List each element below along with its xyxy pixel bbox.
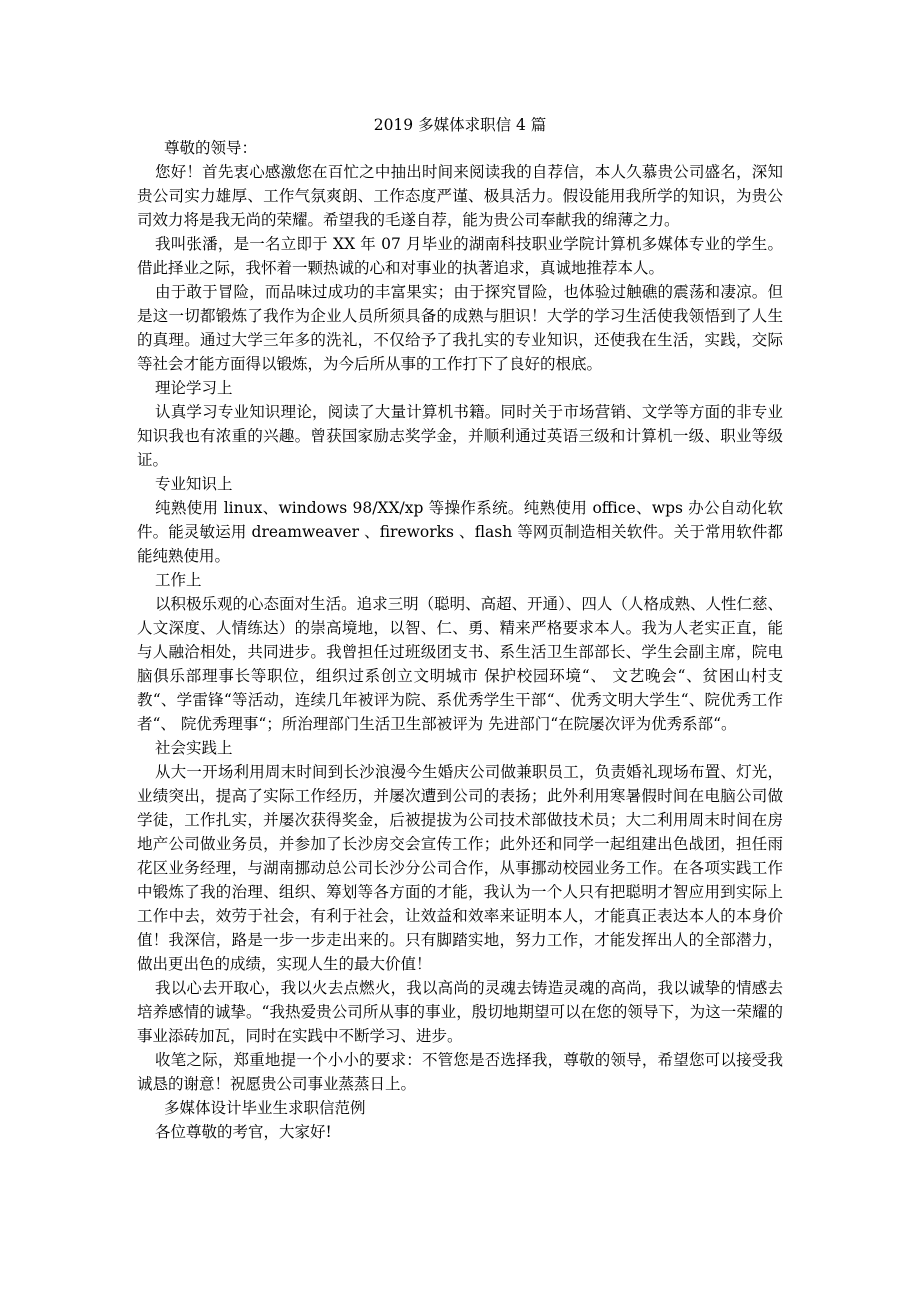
paragraph-sincerity: 我以心去开取心，我以火去点燃火，我以高尚的灵魂去铸造灵魂的高尚，我以诚挚的情感去培养感情的诚挚。“我热爱贵公司所从事的事业，殷切地期望可以在您的领导下，为这一荣耀的事业添砖加瓦，同时在实践中不断学习、进步。: [137, 979, 783, 1045]
section-heading-practice: 社会实践上: [155, 739, 233, 757]
paragraph-closing: 收笔之际，郑重地提一个小小的要求：不管您是否选择我，尊敬的领导，希望您可以接受我诚恳的谢意！祝愿贵公司事业蒸蒸日上。: [137, 1051, 783, 1093]
paragraph-experience: 由于敢于冒险，而品味过成功的丰富果实；由于探究冒险，也体验过触礁的震荡和凄凉。但是这一切都锻炼了我作为企业人员所须具备的成熟与胆识！大学的学习生活使我领悟到了人生的真理。通过大学三年多的洗礼，不仅给予了我扎实的专业知识，还使我在生活，实践，交际等社会才能方面得以锻炼，为今后所从事的工作打下了良好的根底。: [137, 283, 783, 373]
paragraph-practice: 从大一开场利用周末时间到长沙浪漫今生婚庆公司做兼职员工，负责婚礼现场布置、灯光，业绩突出，提高了实际工作经历，并屡次遭到公司的表扬；此外利用寒暑假时间在电脑公司做学徒，工作扎实，并屡次获得奖金，后被提拔为公司技术部做技术员；大二利用周末时间在房地产公司做业务员，并参加了长沙房交会宣传工作；此外还和同学一起组建出色战团，担任雨花区业务经理，与湖南挪动总公司长沙分公司合作，从事挪动校园业务工作。在各项实践工作中锻炼了我的治理、组织、筹划等各方面的才能，我认为一个人只有把聪明才智应用到实际上工作中去，效劳于社会，有利于社会，让效益和效率来证明本人，才能真正表达本人的本身价值！我深信，路是一步一步走出来的。只有脚踏实地，努力工作，才能发挥出人的全部潜力，做出更出色的成绩，实现人生的最大价值！: [137, 763, 783, 973]
paragraph-introduction: 我叫张潘，是一名立即于 XX 年 07 月毕业的湖南科技职业学院计算机多媒体专业的学生。借此择业之际，我怀着一颗热诚的心和对事业的执著追求，真诚地推荐本人。: [137, 235, 783, 277]
salutation: 尊敬的领导：: [164, 139, 258, 157]
paragraph-professional: 纯熟使用 linux、windows 98/XX/xp 等操作系统。纯熟使用 office、wps 办公自动化软件。能灵敏运用 dreamweaver 、fireworks 、flash 等网页制造相关软件。关于常用软件都能纯熟使用。: [137, 499, 783, 565]
document-title: 2019 多媒体求职信 4 篇: [373, 116, 547, 134]
paragraph-work: 以积极乐观的心态面对生活。追求三明（聪明、高超、开通）、四人（人格成熟、人性仁慈、人文深度、人情练达）的崇高境地，以智、仁、勇、精来严格要求本人。我为人老实正直，能与人融洽相处，共同进步。我曾担任过班级团支书、系生活卫生部部长、学生会副主席，院电脑俱乐部理事长等职位，组织过系创立文明城市 保护校园环境“、 文艺晚会“、贫困山村支教“、学雷锋“等活动，连续几年被评为院、系优秀学生干部“、优秀文明大学生“、院优秀工作者“、 院优秀理事“；所治理部门生活卫生部被评为 先进部门“在院屡次评为优秀系部“。: [137, 595, 783, 733]
document-body: [137, 136, 783, 1144]
paragraph-theory: 认真学习专业知识理论，阅读了大量计算机书籍。同时关于市场营销、文学等方面的非专业知识我也有浓重的兴趣。曾获国家励志奖学金，并顺利通过英语三级和计算机一级、职业等级证。: [137, 403, 783, 469]
section-heading-theory: 理论学习上: [155, 379, 233, 397]
section-heading-work: 工作上: [155, 571, 202, 589]
section-heading-example: 多媒体设计毕业生求职信范例: [164, 1099, 366, 1117]
section-heading-professional: 专业知识上: [155, 475, 233, 493]
paragraph-example-greeting: 各位尊敬的考官，大家好!: [155, 1123, 332, 1141]
paragraph-greeting: 您好！首先衷心感激您在百忙之中抽出时间来阅读我的自荐信，本人久慕贵公司盛名，深知贵公司实力雄厚、工作气氛爽朗、工作态度严谨、极具活力。假设能用我所学的知识，为贵公司效力将是我无尚的荣耀。希望我的毛遂自荐，能为贵公司奉献我的绵薄之力。: [137, 163, 783, 229]
